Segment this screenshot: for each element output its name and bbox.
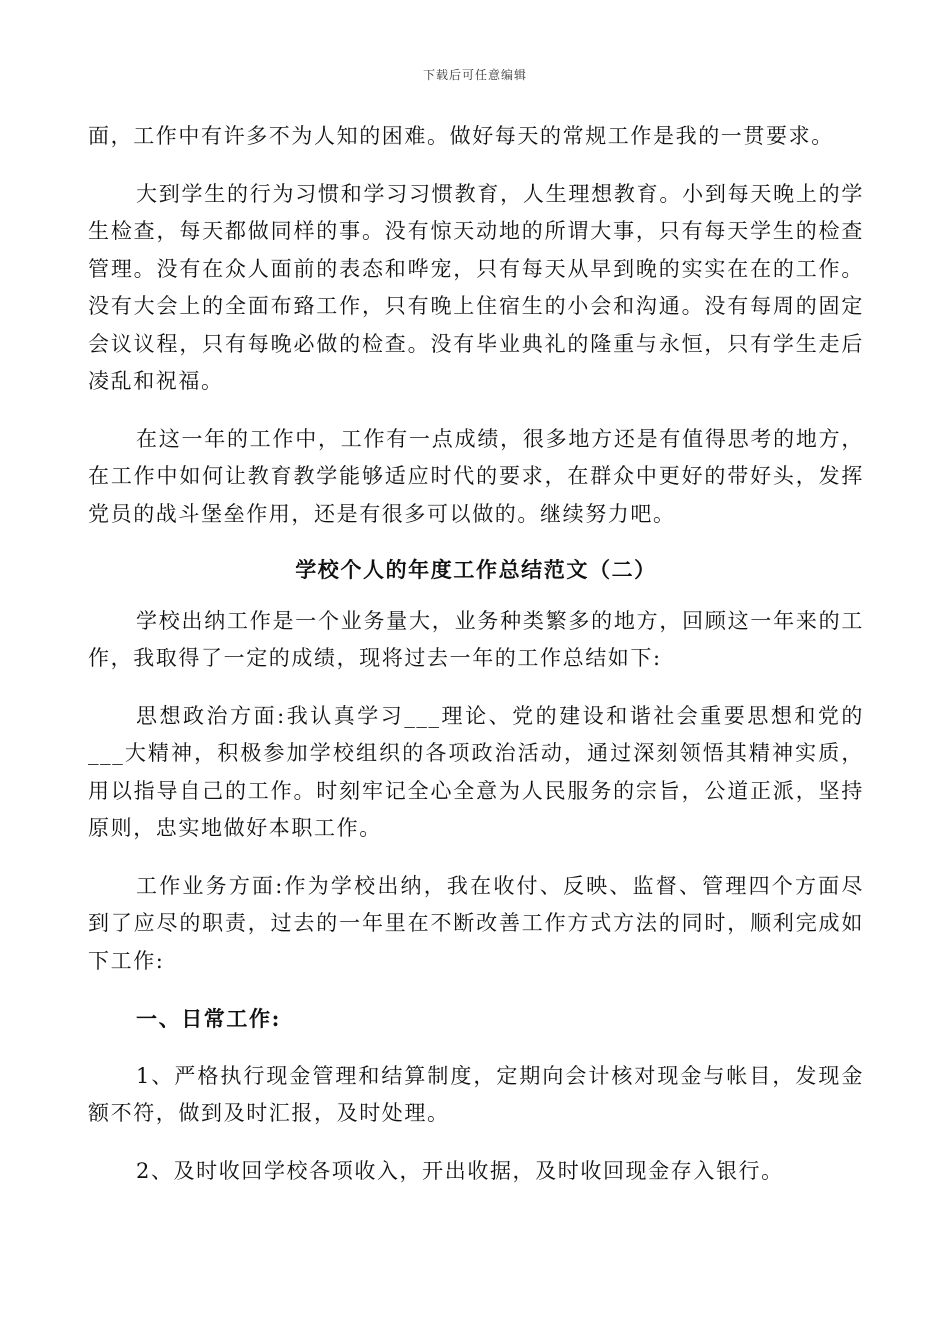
list-item-1: 1、严格执行现金管理和结算制度，定期向会计核对现金与帐目，发现金额不符，做到及时汇报，及时处理。 [88,1063,864,1125]
document-body [88,118,864,1190]
paragraph-2: 大到学生的行为习惯和学习习惯教育，人生理想教育。小到每天晚上的学生检查，每天都做同样的事。没有惊天动地的所谓大事，只有每天学生的检查管理。没有在众人面前的表态和哗宠，只有每天从早到晚的实实在在的工作。没有大会上的全面布臵工作，只有晚上住宿生的小会和沟通。没有每周的固定会议议程，只有每晚必做的检查。没有毕业典礼的隆重与永恒，只有学生走后凌乱和祝福。 [88,181,864,393]
paragraph-3: 在这一年的工作中，工作有一点成绩，很多地方还是有值得思考的地方，在工作中如何让教育教学能够适应时代的要求，在群众中更好的带好头，发挥党员的战斗堡垒作用，还是有很多可以做的。继续努力吧。 [88,426,864,526]
subheading-daily-work: 一、日常工作: [136,1006,281,1031]
paragraph-1: 面，工作中有许多不为人知的困难。做好每天的常规工作是我的一贯要求。 [88,124,834,148]
header-note: 下载后可任意编辑 [422,68,527,82]
paragraph-5: 思想政治方面:我认真学习___理论、党的建设和谐社会重要思想和党的___大精神，积极参加学校组织的各项政治活动，通过深刻领悟其精神实质，用以指导自己的工作。时刻牢记全心全意为人民服务的宗旨，公道正派，坚持原则，忠实地做好本职工作。 [88,703,864,840]
paragraph-6: 工作业务方面:作为学校出纳，我在收付、反映、监督、管理四个方面尽到了应尽的职责，过去的一年里在不断改善工作方式方法的同时，顺利完成如下工作: [88,873,864,973]
list-item-2: 2、及时收回学校各项收入，开出收据，及时收回现金存入银行。 [136,1158,784,1183]
section-title: 学校个人的年度工作总结范文（二） [295,557,657,582]
paragraph-4: 学校出纳工作是一个业务量大，业务种类繁多的地方，回顾这一年来的工作，我取得了一定的成绩，现将过去一年的工作总结如下: [88,608,864,670]
